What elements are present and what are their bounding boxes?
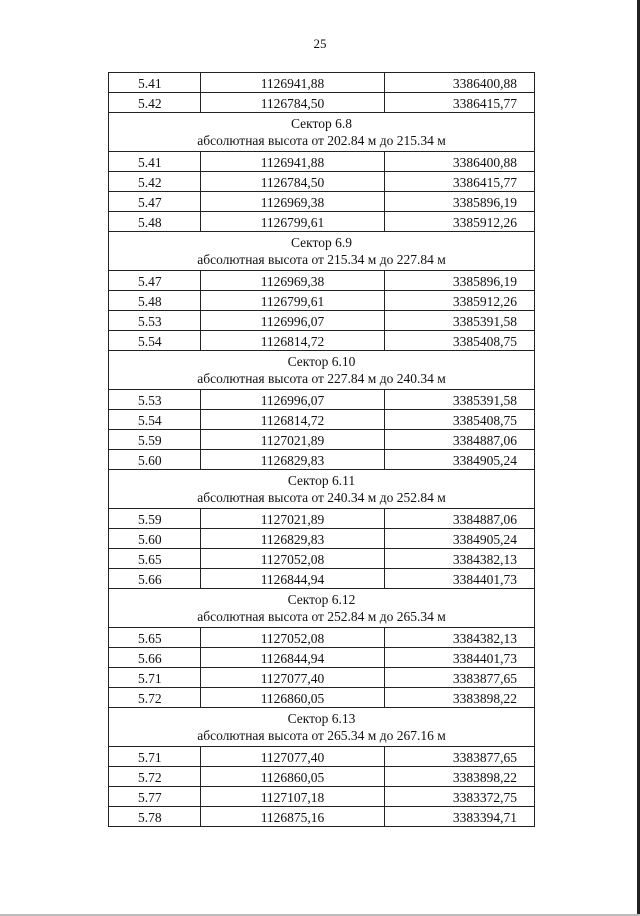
y-coordinate: 3385408,75 (385, 410, 535, 430)
table-row (109, 291, 535, 311)
sector-title: Сектор 6.11 (287, 473, 356, 488)
x-coordinate: 1126969,38 (201, 192, 385, 212)
sector-height-range: абсолютная высота от 265.34 м до 267.16 м (197, 728, 446, 743)
sector-header-row (109, 470, 535, 509)
y-coordinate: 3383898,22 (385, 767, 535, 787)
point-number: 5.72 (109, 767, 201, 787)
table-row (109, 311, 535, 331)
page-number: 25 (313, 36, 327, 51)
point-number: 5.59 (109, 509, 201, 529)
table-row (109, 569, 535, 589)
x-coordinate: 1126814,72 (201, 331, 385, 351)
y-coordinate: 3386400,88 (385, 73, 535, 93)
sector-header-row (109, 589, 535, 628)
x-coordinate: 1126996,07 (201, 311, 385, 331)
table-row (109, 648, 535, 668)
point-number: 5.71 (109, 747, 201, 767)
sector-header (109, 351, 535, 390)
point-number: 5.66 (109, 648, 201, 668)
point-number: 5.41 (109, 73, 201, 93)
x-coordinate: 1126799,61 (201, 291, 385, 311)
sector-header (109, 232, 535, 271)
sector-title: Сектор 6.9 (290, 235, 352, 250)
y-coordinate: 3384401,73 (385, 648, 535, 668)
point-number: 5.41 (109, 152, 201, 172)
table-row (109, 628, 535, 648)
x-coordinate: 1127052,08 (201, 628, 385, 648)
sector-header-row (109, 113, 535, 152)
x-coordinate: 1126941,88 (201, 152, 385, 172)
y-coordinate: 3385391,58 (385, 311, 535, 331)
table-row (109, 192, 535, 212)
sector-height-range: абсолютная высота от 227.84 м до 240.34 м (197, 371, 446, 386)
y-coordinate: 3384382,13 (385, 628, 535, 648)
x-coordinate: 1126941,88 (201, 73, 385, 93)
y-coordinate: 3384382,13 (385, 549, 535, 569)
y-coordinate: 3386415,77 (385, 172, 535, 192)
table-row (109, 172, 535, 192)
y-coordinate: 3386400,88 (385, 152, 535, 172)
y-coordinate: 3385408,75 (385, 331, 535, 351)
point-number: 5.65 (109, 549, 201, 569)
table-row (109, 450, 535, 470)
y-coordinate: 3383877,65 (385, 668, 535, 688)
table-row (109, 152, 535, 172)
point-number: 5.53 (109, 390, 201, 410)
point-number: 5.48 (109, 291, 201, 311)
table-row (109, 509, 535, 529)
y-coordinate: 3383877,65 (385, 747, 535, 767)
point-number: 5.78 (109, 807, 201, 827)
sector-header-row (109, 351, 535, 390)
x-coordinate: 1126844,94 (201, 648, 385, 668)
sector-header-row (109, 232, 535, 271)
table-row (109, 767, 535, 787)
sector-header (109, 113, 535, 152)
sector-height-range: абсолютная высота от 215.34 м до 227.84 м (197, 252, 446, 267)
point-number: 5.72 (109, 688, 201, 708)
y-coordinate: 3383372,75 (385, 787, 535, 807)
table-row (109, 410, 535, 430)
y-coordinate: 3385391,58 (385, 390, 535, 410)
point-number: 5.42 (109, 93, 201, 113)
table-row (109, 747, 535, 767)
y-coordinate: 3384887,06 (385, 430, 535, 450)
point-number: 5.60 (109, 450, 201, 470)
coordinates-table (108, 72, 535, 827)
point-number: 5.42 (109, 172, 201, 192)
coordinates-table-body (109, 73, 535, 827)
point-number: 5.71 (109, 668, 201, 688)
x-coordinate: 1127021,89 (201, 509, 385, 529)
table-row (109, 668, 535, 688)
point-number: 5.54 (109, 331, 201, 351)
table-row (109, 390, 535, 410)
x-coordinate: 1126829,83 (201, 529, 385, 549)
x-coordinate: 1126814,72 (201, 410, 385, 430)
table-row (109, 787, 535, 807)
x-coordinate: 1126996,07 (201, 390, 385, 410)
table-row (109, 688, 535, 708)
x-coordinate: 1126969,38 (201, 271, 385, 291)
y-coordinate: 3384905,24 (385, 529, 535, 549)
sector-height-range: абсолютная высота от 202.84 м до 215.34 м (197, 133, 446, 148)
table-row (109, 807, 535, 827)
table-row (109, 529, 535, 549)
table-row (109, 93, 535, 113)
y-coordinate: 3384401,73 (385, 569, 535, 589)
sector-title: Сектор 6.10 (287, 354, 356, 369)
sector-title: Сектор 6.13 (287, 711, 356, 726)
y-coordinate: 3385896,19 (385, 271, 535, 291)
point-number: 5.48 (109, 212, 201, 232)
y-coordinate: 3385912,26 (385, 212, 535, 232)
point-number: 5.47 (109, 271, 201, 291)
sector-height-range: абсолютная высота от 240.34 м до 252.84 м (197, 490, 446, 505)
x-coordinate: 1126875,16 (201, 807, 385, 827)
table-row (109, 212, 535, 232)
sector-header (109, 589, 535, 628)
point-number: 5.54 (109, 410, 201, 430)
y-coordinate: 3384905,24 (385, 450, 535, 470)
x-coordinate: 1126860,05 (201, 767, 385, 787)
y-coordinate: 3386415,77 (385, 93, 535, 113)
x-coordinate: 1126784,50 (201, 172, 385, 192)
point-number: 5.66 (109, 569, 201, 589)
point-number: 5.65 (109, 628, 201, 648)
point-number: 5.47 (109, 192, 201, 212)
sector-height-range: абсолютная высота от 252.84 м до 265.34 м (197, 609, 446, 624)
sector-title: Сектор 6.12 (287, 592, 356, 607)
y-coordinate: 3385896,19 (385, 192, 535, 212)
table-row (109, 331, 535, 351)
x-coordinate: 1126829,83 (201, 450, 385, 470)
y-coordinate: 3385912,26 (385, 291, 535, 311)
sector-header-row (109, 708, 535, 747)
y-coordinate: 3383898,22 (385, 688, 535, 708)
sector-header (109, 470, 535, 509)
point-number: 5.59 (109, 430, 201, 450)
x-coordinate: 1126844,94 (201, 569, 385, 589)
x-coordinate: 1127107,18 (201, 787, 385, 807)
x-coordinate: 1127077,40 (201, 747, 385, 767)
x-coordinate: 1126784,50 (201, 93, 385, 113)
y-coordinate: 3383394,71 (385, 807, 535, 827)
x-coordinate: 1126799,61 (201, 212, 385, 232)
table-row (109, 73, 535, 93)
sector-title: Сектор 6.8 (290, 116, 352, 131)
table-row (109, 549, 535, 569)
x-coordinate: 1127077,40 (201, 668, 385, 688)
sector-header (109, 708, 535, 747)
x-coordinate: 1127021,89 (201, 430, 385, 450)
point-number: 5.53 (109, 311, 201, 331)
table-row (109, 430, 535, 450)
x-coordinate: 1127052,08 (201, 549, 385, 569)
table-row (109, 271, 535, 291)
y-coordinate: 3384887,06 (385, 509, 535, 529)
x-coordinate: 1126860,05 (201, 688, 385, 708)
point-number: 5.60 (109, 529, 201, 549)
point-number: 5.77 (109, 787, 201, 807)
